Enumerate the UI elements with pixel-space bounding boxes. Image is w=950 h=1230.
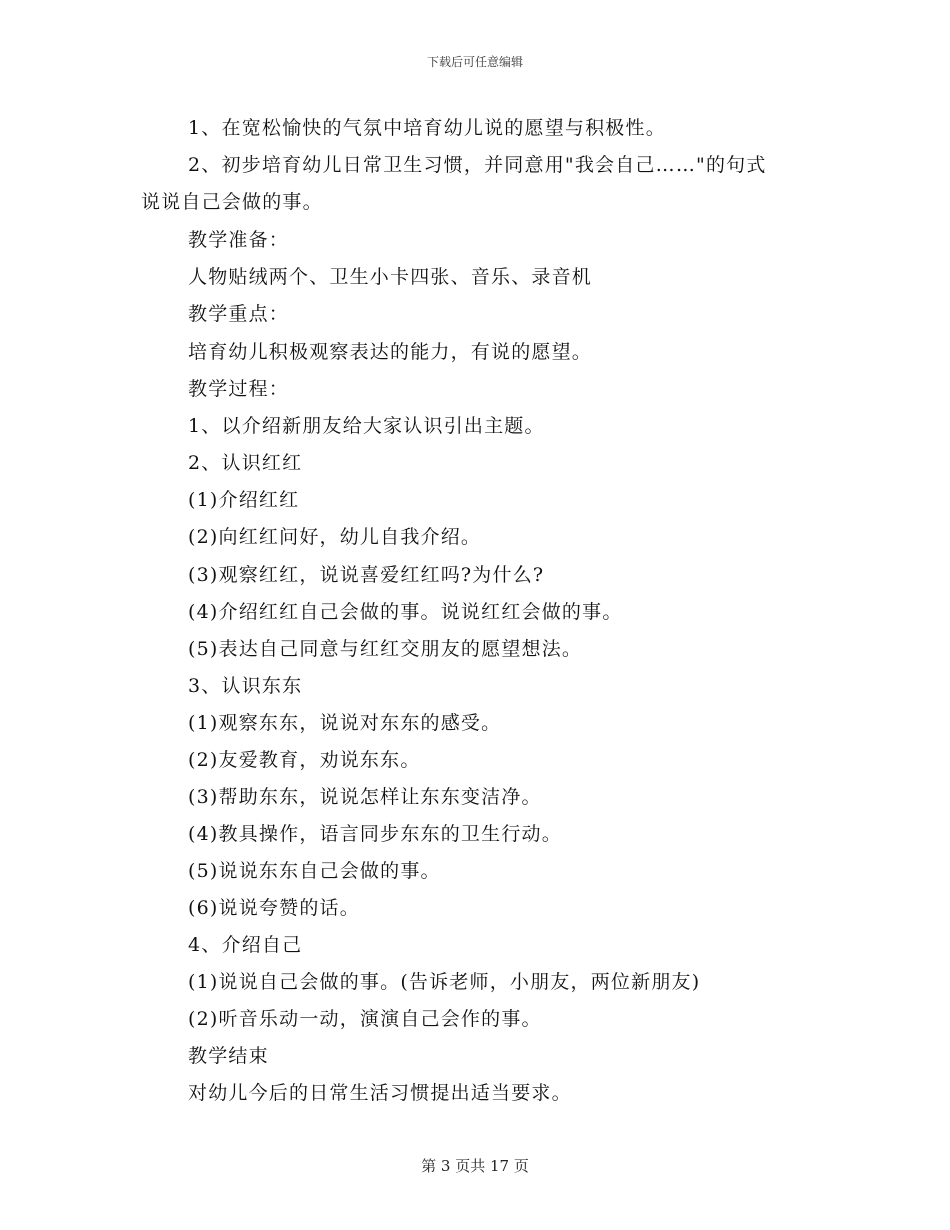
- text-line: 1、以介绍新朋友给大家认识引出主题。: [188, 415, 545, 437]
- section-heading: 教学重点：: [188, 303, 290, 325]
- text-line: 1、在宽松愉快的气氛中培育幼儿说的愿望与积极性。: [188, 117, 666, 139]
- text-line: (2)友爱教育，劝说东东。: [188, 749, 421, 771]
- section-heading: 教学准备：: [188, 229, 290, 251]
- text-line: (6)说说夸赞的话。: [188, 897, 360, 919]
- section-heading: 教学结束: [188, 1045, 269, 1067]
- text-line: 4、介绍自己: [188, 934, 303, 956]
- text-line: 培育幼儿积极观察表达的能力，有说的愿望。: [188, 341, 593, 363]
- text-line: 3、认识东东: [188, 675, 303, 697]
- text-line: (1)介绍红红: [188, 489, 300, 511]
- text-line: (3)观察红红，说说喜爱红红吗?为什么?: [188, 564, 545, 586]
- text-line: (4)介绍红红自己会做的事。说说红红会做的事。: [188, 601, 623, 623]
- text-line: (2)向红红问好，幼儿自我介绍。: [188, 526, 482, 548]
- text-line: 对幼儿今后的日常生活习惯提出适当要求。: [188, 1082, 572, 1104]
- text-line: (2)听音乐动一动，演演自己会作的事。: [188, 1008, 542, 1030]
- text-line: 2、认识红红: [188, 452, 303, 474]
- text-line: 人物贴绒两个、卫生小卡四张、音乐、录音机: [188, 266, 593, 288]
- text-line: 2、初步培育幼儿日常卫生习惯，并同意用"我会自己……"的句式: [188, 154, 767, 176]
- text-line: (5)表达自己同意与红红交朋友的愿望想法。: [188, 638, 583, 660]
- text-line: (1)观察东东，说说对东东的感受。: [188, 712, 502, 734]
- text-line: (5)说说东东自己会做的事。: [188, 860, 441, 882]
- section-heading: 教学过程：: [188, 378, 290, 400]
- text-line: (1)说说自己会做的事。(告诉老师，小朋友，两位新朋友): [188, 971, 701, 993]
- text-line: (4)教具操作，语言同步东东的卫生行动。: [188, 823, 562, 845]
- text-line: 说说自己会做的事。: [141, 191, 323, 213]
- page-header: 下载后可任意编辑: [426, 55, 523, 69]
- text-line: (3)帮助东东，说说怎样让东东变洁净。: [188, 786, 542, 808]
- page-footer: 第 3 页共 17 页: [421, 1157, 529, 1175]
